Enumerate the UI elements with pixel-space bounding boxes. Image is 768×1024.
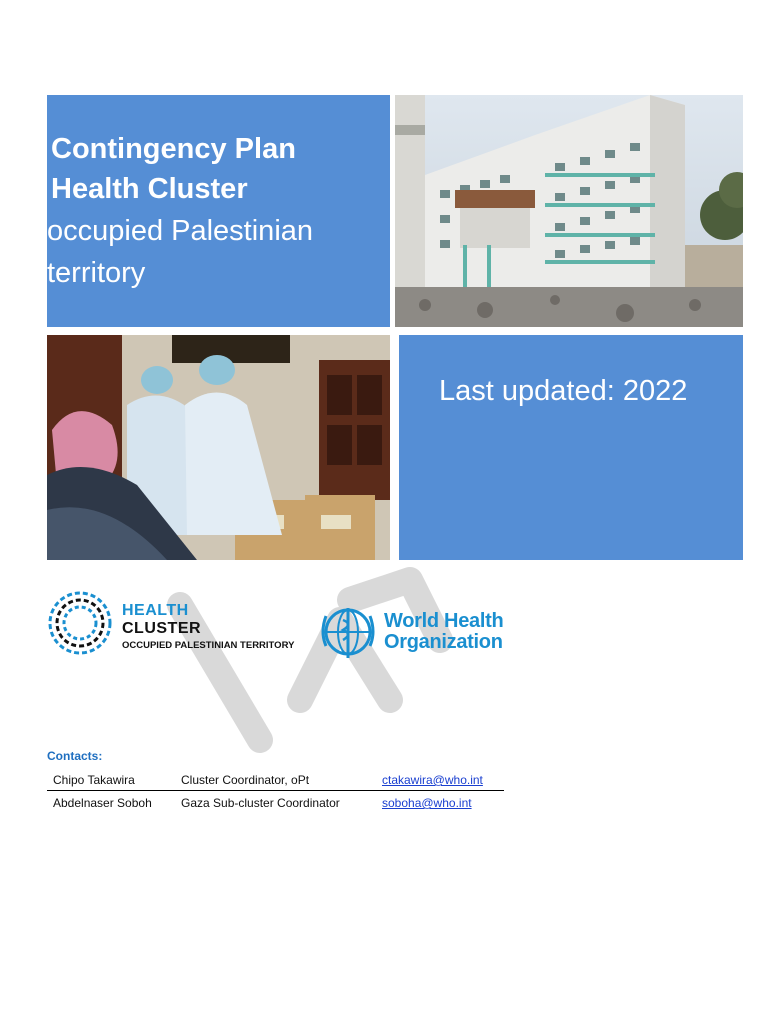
updated-panel [399,335,743,560]
document-title-line-1: Contingency Plan [51,133,296,165]
document-subtitle-line-2: territory [47,257,146,289]
health-workers-photo [47,335,390,560]
health-cluster-word-3: OCCUPIED PALESTINIAN TERRITORY [122,640,295,651]
who-name-line-1: World Health [384,610,504,632]
title-panel [47,95,390,327]
contacts-label: Contacts: [47,749,103,763]
contact-row [47,768,504,791]
health-cluster-word-2: CLUSTER [122,620,202,637]
document-title-line-2: Health Cluster [51,173,248,205]
last-updated-text: Last updated: 2022 [439,375,688,407]
contact-role: Gaza Sub-cluster Coordinator [181,796,340,810]
contact-row [47,791,504,813]
who-logo [318,600,508,662]
damaged-building-photo [395,95,743,327]
health-cluster-word-1: HEALTH [122,602,189,619]
contact-email-link[interactable]: soboha@who.int [382,796,472,810]
document-subtitle-line-1: occupied Palestinian [47,215,314,247]
who-emblem-icon [318,602,378,662]
health-cluster-swirl-icon [47,590,113,656]
contact-name: Abdelnaser Soboh [53,796,152,810]
contact-email-link[interactable]: ctakawira@who.int [382,773,483,787]
who-name-line-2: Organization [384,631,503,653]
contacts-table [47,768,504,813]
health-cluster-logo [47,588,307,658]
contact-role: Cluster Coordinator, oPt [181,773,310,787]
contact-name: Chipo Takawira [53,773,135,787]
